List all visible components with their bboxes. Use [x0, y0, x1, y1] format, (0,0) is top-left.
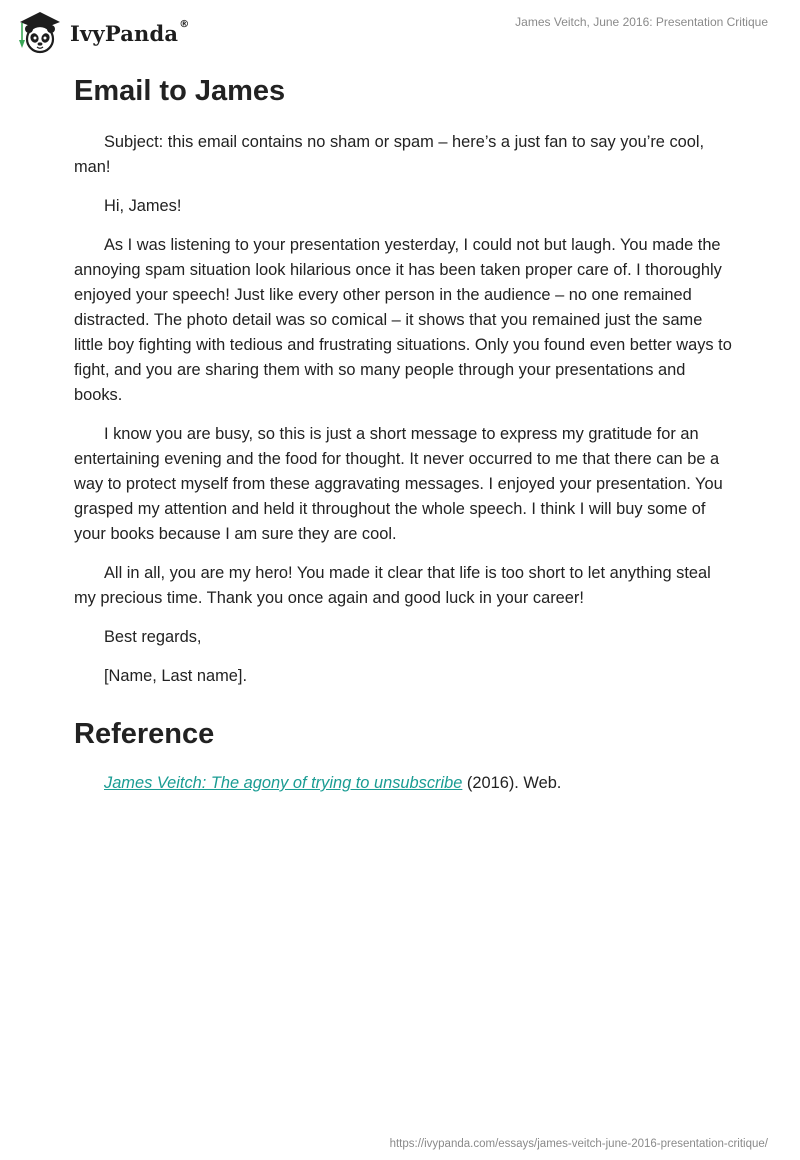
essay-content	[74, 72, 734, 810]
email-heading: Email to James	[74, 75, 286, 107]
reference-suffix: (2016). Web.	[462, 774, 562, 792]
reference-heading: Reference	[74, 718, 215, 750]
ivypanda-logo[interactable]	[14, 10, 189, 54]
document-title: James Veitch, June 2016: Presentation Critique	[515, 15, 768, 29]
email-body-paragraph: All in all, you are my hero! You made it clear that life is too short to let anything steal my precious time. Thank you once again and good luck in your career!	[74, 564, 711, 607]
email-closing: Best regards,	[104, 628, 202, 646]
email-body-paragraph: As I was listening to your presentation yesterday, I could not but laugh. You made the annoying spam situation look hilarious once it has been taken proper care of. I thoroughly enjoyed your speech! Just like every other person in the audience – no one remained distracted. The photo detail was so comical – it shows that you remained just the same little boy fighting with tedious and frustrating situations. Only you found even better ways to fight, and you are sharing them with so many people through your presentations and books.	[74, 236, 732, 404]
reference-link[interactable]: James Veitch: The agony of trying to unsubscribe	[104, 774, 463, 792]
email-subject-paragraph: Subject: this email contains no sham or spam – here’s a just fan to say you’re cool, man!	[74, 133, 705, 176]
panda-graduation-cap-icon	[14, 10, 68, 54]
email-greeting: Hi, James!	[104, 197, 182, 215]
reference-entry	[74, 771, 734, 796]
page-header	[0, 0, 800, 60]
email-body-paragraph: I know you are busy, so this is just a short message to express my gratitude for an entertaining evening and the food for thought. It never occurred to me that there can be a way to protect myself from these aggravating messages. I enjoyed your presentation. You grasped my attention and held it throughout the whole speech. I think I will buy some of your books because I am sure they are cool.	[74, 425, 723, 543]
registered-mark: ®	[179, 18, 190, 30]
email-signature: [Name, Last name].	[104, 667, 248, 685]
footer-url: https://ivypanda.com/essays/james-veitch-june-2016-presentation-critique/	[389, 1138, 768, 1150]
brand-name: IvyPanda®	[70, 18, 190, 46]
